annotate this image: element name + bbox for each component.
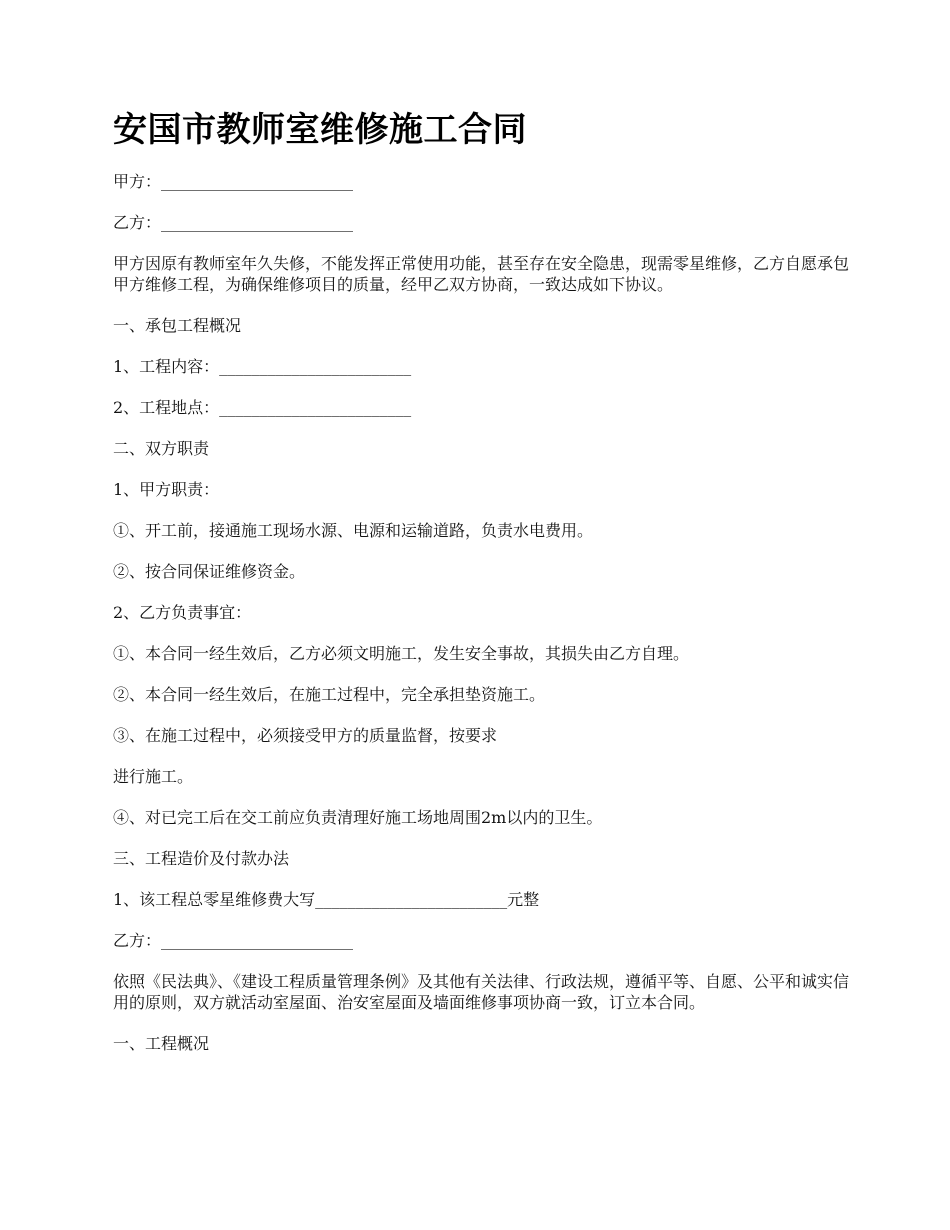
section-heading: 三、工程造价及付款办法	[113, 848, 290, 868]
intro-paragraph: 甲方因原有教师室年久失修，不能发挥正常使用功能，甚至存在安全隐患，现需零星维修，乙方自愿承包甲方维修工程，为确保维修项目的质量，经甲乙双方协商，一致达成如下协议。	[113, 253, 850, 294]
party-b-line: 乙方：________________________	[113, 212, 354, 232]
subsection-heading: 2、乙方负责事宜：	[113, 602, 252, 622]
section-heading: 一、工程概况	[113, 1033, 210, 1053]
project-location-line: 2、工程地点：________________________	[113, 397, 412, 417]
clause-continuation: 进行施工。	[113, 766, 194, 786]
clause-item: ①、本合同一经生效后，乙方必须文明施工，发生安全事故，其损失由乙方自理。	[113, 643, 690, 663]
section-heading: 一、承包工程概况	[113, 315, 242, 335]
clause-item: ①、开工前，接通施工现场水源、电源和运输道路，负责水电费用。	[113, 520, 594, 540]
legal-basis-paragraph: 依照《民法典》、《建设工程质量管理条例》及其他有关法律、行政法规，遵循平等、自愿、公平和诚实信用的原则，双方就活动室屋面、治安室屋面及墙面维修事项协商一致，订立本合同。	[113, 971, 850, 1012]
party-b-line: 乙方：________________________	[113, 930, 354, 950]
section-heading: 二、双方职责	[113, 438, 210, 458]
subsection-heading: 1、甲方职责：	[113, 479, 220, 499]
party-a-line: 甲方：________________________	[113, 171, 354, 191]
document-page	[113, 110, 853, 1074]
cost-line: 1、该工程总零星维修费大写________________________元整	[113, 889, 540, 909]
clause-item: ②、本合同一经生效后，在施工过程中，完全承担垫资施工。	[113, 684, 546, 704]
clause-item: ③、在施工过程中，必须接受甲方的质量监督，按要求	[113, 725, 498, 745]
clause-item: ②、按合同保证维修资金。	[113, 561, 306, 581]
project-content-line: 1、工程内容：________________________	[113, 356, 412, 376]
clause-item: ④、对已完工后在交工前应负责清理好施工场地周围2m以内的卫生。	[113, 807, 603, 827]
document-title: 安国市教师室维修施工合同	[113, 110, 527, 150]
